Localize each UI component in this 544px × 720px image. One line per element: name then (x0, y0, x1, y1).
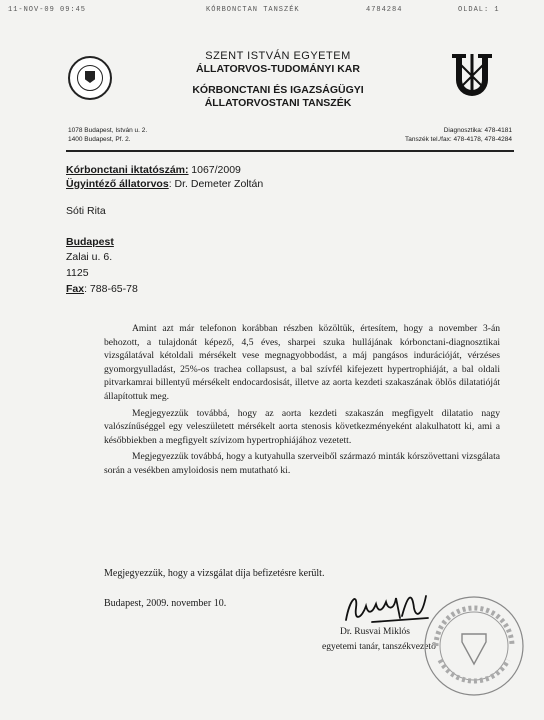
fax-transmission-header (6, 6, 538, 18)
address-line-1: 1078 Budapest, István u. 2. (68, 127, 148, 134)
fax-date: 11-NOV-09 09:45 (8, 6, 87, 14)
vet-label: Ügyintéző állatorvos (66, 178, 169, 190)
case-number-line (66, 164, 241, 176)
signer-name: Dr. Rusvai Miklós (340, 627, 410, 637)
fax-page-number: OLDAL: 1 (458, 6, 500, 14)
handwritten-signature (342, 588, 434, 628)
address-line-2: 1400 Budapest, Pf. 2. (68, 136, 131, 143)
postal-address (68, 126, 147, 144)
recipient-fax-label: Fax (66, 283, 85, 295)
phone-numbers (372, 126, 512, 144)
recipient-street: Zalai u. 6. (66, 251, 113, 263)
official-stamp-icon (422, 594, 526, 698)
recipient-fax-line (66, 283, 138, 295)
recipient-name: Sóti Rita (66, 205, 106, 217)
vet-value: : Dr. Demeter Zoltán (168, 178, 264, 190)
signer-title: egyetemi tanár, tanszékvezető (322, 642, 436, 652)
university-name: SZENT ISTVÁN EGYETEM (205, 50, 351, 62)
letterhead-divider (66, 150, 514, 152)
department-name-line2: ÁLLATORVOSTANI TANSZÉK (204, 97, 352, 109)
fax-number: 4784284 (366, 6, 403, 14)
body-paragraph-1: Amint azt már telefonon korábban részben közöltük, értesítem, hogy a november 3-án behozott, a tulajdonát képező, 4,5 éves, sharpei szuka hullájának kórbonctani-diagnosztikai vizsgálatával kétoldali mérsékelt vese megnagyobbodást, a máj pangásos indurációját, vérzéses gyomorgyulladást, 25%-os trachea collapsust, a bal szívfél kifejezett hypertrophiáját, a bal oldali pitvarkamrai billentyű mérsékelt endocardosisát, illetve az aorta kezdeti szakaszának öblös dilatatióját állapítottuk meg. (104, 323, 500, 402)
department-u-logo-icon (446, 50, 498, 102)
phone-line-2: Tanszék tel./fax: 478-4178, 478-4284 (405, 136, 512, 143)
fee-note: Megjegyezzük, hogy a vizsgálat díja befizetésre került. (104, 568, 325, 579)
body-paragraph-3: Megjegyezzük továbbá, hogy a kutyahulla szerveiből származó minták kórszövettani vizsgálata során a vesékben amyloidosis nem mutatható ki. (104, 451, 500, 476)
case-number-value: 1067/2009 (191, 164, 241, 176)
faculty-name: ÁLLATORVOS-TUDOMÁNYI KAR (196, 63, 360, 75)
letter-body (104, 322, 500, 481)
vet-line (66, 178, 263, 190)
body-paragraph-2: Megjegyezzük továbbá, hogy az aorta kezdeti szakaszán megfigyelt dilatatio nagy valószínűséggel egy veleszületett mérsékelt aorta stenosis következményeként alakulhatott ki, ami a későbbiekben a megfigyelt szívizom hypertrophiájához vezetett. (104, 407, 500, 446)
place-and-date: Budapest, 2009. november 10. (104, 598, 227, 609)
case-number-label: Kórbonctani iktatószám: (66, 164, 189, 176)
recipient-zip: 1125 (66, 267, 89, 279)
fax-department: KÓRBONCTAN TANSZÉK (206, 6, 300, 14)
letterhead-title (148, 50, 408, 109)
department-name-line1: KÓRBONCTANI ÉS IGAZSÁGÜGYI (192, 84, 364, 96)
recipient-city: Budapest (66, 236, 114, 248)
phone-line-1: Diagnosztika: 478-4181 (443, 127, 512, 134)
recipient-fax-value: : 788-65-78 (84, 283, 138, 295)
university-seal-icon (68, 56, 112, 100)
recipient-city-line (66, 236, 114, 248)
